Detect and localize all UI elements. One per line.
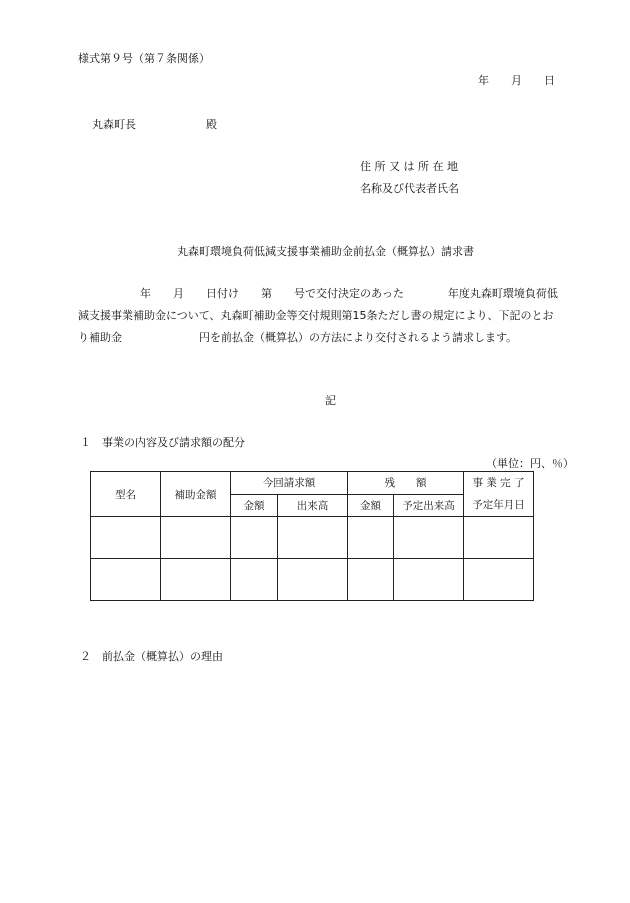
table-cell[interactable] xyxy=(278,517,348,559)
body-line-3: り補助金 円を前払金（概算払）の方法により交付されるよう請求します。 xyxy=(78,331,518,344)
header-current-request: 今回請求額 xyxy=(231,472,348,495)
header-subsidy: 補助金額 xyxy=(161,472,231,517)
table-cell[interactable] xyxy=(161,517,231,559)
header-completion-date xyxy=(464,472,534,517)
header-current-progress: 出来高 xyxy=(278,494,348,517)
table-cell[interactable] xyxy=(394,559,464,601)
header-model: 型名 xyxy=(91,472,161,517)
form-number: 様式第９号（第７条関係） xyxy=(78,52,210,65)
table-cell[interactable] xyxy=(464,517,534,559)
request-body xyxy=(78,283,598,349)
completion-line-2: 予定年月日 xyxy=(472,499,525,511)
table-cell[interactable] xyxy=(464,559,534,601)
table-cell[interactable] xyxy=(394,517,464,559)
table-cell[interactable] xyxy=(231,559,278,601)
section1-heading: １ 事業の内容及び請求額の配分 xyxy=(80,436,245,449)
body-line-2: 減支援事業補助金について、丸森町補助金等交付規則第15条ただし書の規定により、下記のとお xyxy=(78,309,554,322)
completion-line-1: 事 業 完 了 xyxy=(472,477,525,489)
table-cell[interactable] xyxy=(91,517,161,559)
header-remaining-amount: 金額 xyxy=(348,494,394,517)
table-cell[interactable] xyxy=(348,517,394,559)
header-planned-progress: 予定出来高 xyxy=(394,494,464,517)
allocation-table xyxy=(90,471,534,601)
applicant-address-label: 住 所 又 は 所 在 地 xyxy=(360,160,458,173)
table-cell[interactable] xyxy=(348,559,394,601)
addressee-name: 丸森町長 xyxy=(92,118,136,131)
header-remaining: 残 額 xyxy=(348,472,464,495)
body-line-1: 年 月 日付け 第 号で交付決定のあった 年度丸森町環境負荷低 xyxy=(140,287,558,300)
unit-label: （単位：円、％） xyxy=(486,457,574,470)
date-line: 年 月 日 xyxy=(478,74,555,87)
section2-heading: ２ 前払金（概算払）の理由 xyxy=(80,650,223,663)
table-cell[interactable] xyxy=(278,559,348,601)
applicant-name-label: 名称及び代表者氏名 xyxy=(360,182,459,195)
table-cell[interactable] xyxy=(231,517,278,559)
ki-label: 記 xyxy=(325,394,336,407)
header-current-amount: 金額 xyxy=(231,494,278,517)
table-cell[interactable] xyxy=(91,559,161,601)
table-row xyxy=(91,559,534,601)
table-row xyxy=(91,517,534,559)
document-title: 丸森町環境負荷低減支援事業補助金前払金（概算払）請求書 xyxy=(177,245,474,258)
addressee-honorific: 殿 xyxy=(206,118,217,131)
table-cell[interactable] xyxy=(161,559,231,601)
